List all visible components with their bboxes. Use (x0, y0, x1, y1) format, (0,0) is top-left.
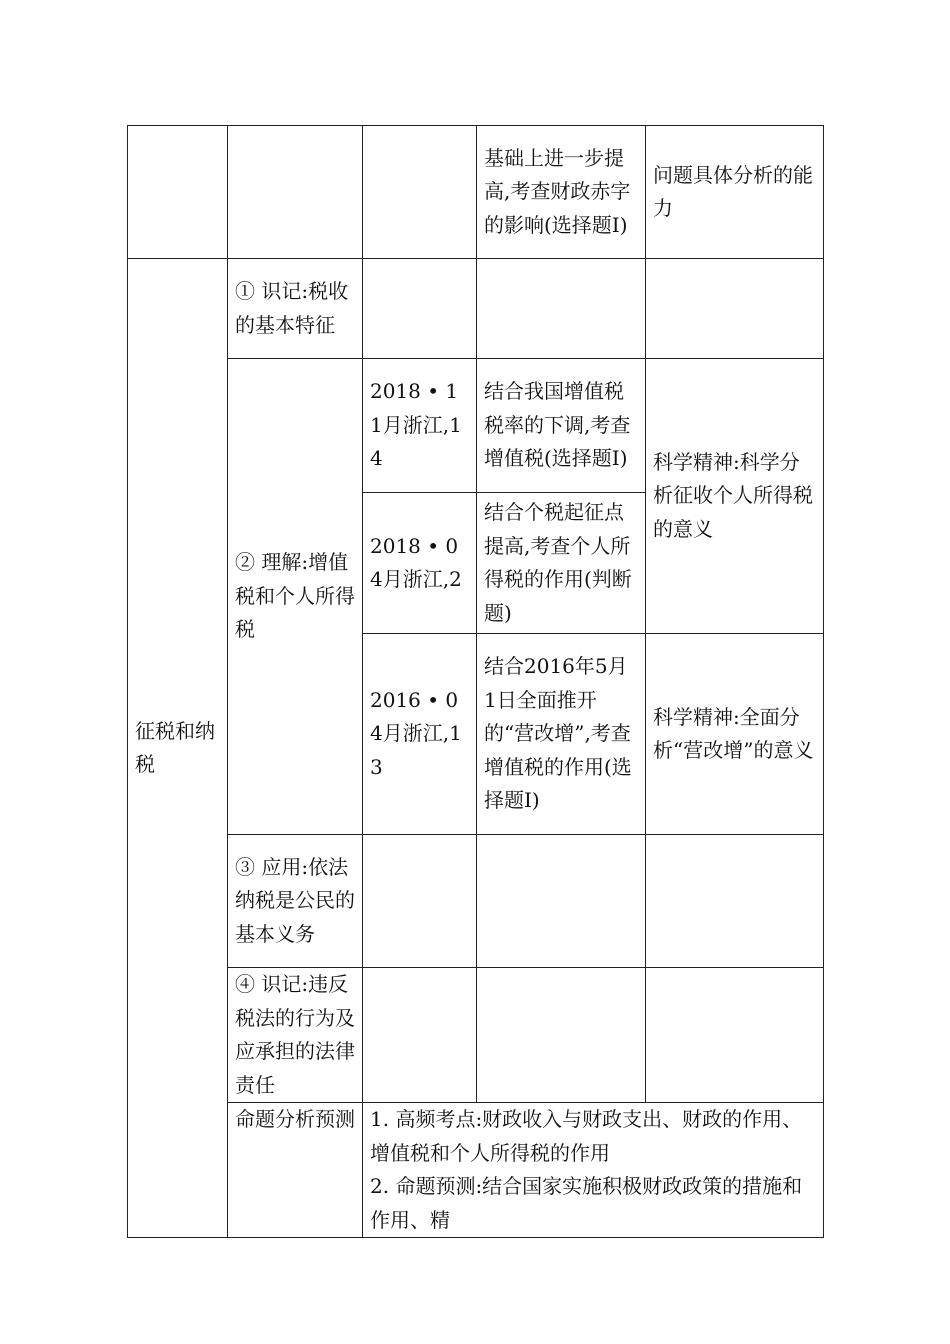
table-row (128, 968, 824, 1103)
table-cell-empty (363, 126, 477, 259)
exam-content-text: 结合个税起征点提高,考查个人所得税的作用(判断题) (484, 500, 632, 625)
table-row (128, 126, 824, 259)
exam-content-text: 结合2016年5月1日全面推开的“营改增”,考查增值税的作用(选择题Ⅰ) (484, 654, 632, 813)
table-row (128, 259, 824, 359)
literacy-cell (646, 126, 824, 259)
exam-time: 2018 • 04月浙江,2 (370, 533, 462, 591)
knowledge-point-cell (228, 359, 363, 835)
exam-content-cell (477, 126, 646, 259)
table-cell-empty (646, 835, 824, 968)
exam-time-cell (363, 634, 477, 835)
analysis-line-1: 1. 高频考点:财政收入与财政支出、财政的作用、增值税和个人所得税的作用 (370, 1107, 803, 1165)
table-cell-empty (363, 835, 477, 968)
table-cell-empty (363, 968, 477, 1103)
table-cell-empty (646, 259, 824, 359)
table-cell-empty (646, 968, 824, 1103)
literacy-text: 科学精神:全面分析“营改增”的意义 (653, 704, 814, 762)
table-cell-empty (477, 835, 646, 968)
table-cell-empty (477, 259, 646, 359)
table-row (128, 359, 824, 493)
exam-time-cell (363, 493, 477, 634)
section-label: 征税和纳税 (135, 718, 215, 776)
exam-analysis-table (127, 125, 824, 1238)
exam-time: 2016 • 04月浙江,13 (370, 687, 462, 779)
analysis-label-cell (228, 1103, 363, 1238)
table-cell-empty (363, 259, 477, 359)
knowledge-point-cell (228, 835, 363, 968)
table-row (128, 1103, 824, 1238)
table-cell-empty (477, 968, 646, 1103)
knowledge-point-cell (228, 968, 363, 1103)
table-row (128, 835, 824, 968)
exam-content-cell (477, 359, 646, 493)
exam-time-cell (363, 359, 477, 493)
exam-content-text: 结合我国增值税税率的下调,考查增值税(选择题Ⅰ) (484, 379, 631, 471)
literacy-text: 科学精神:科学分析征收个人所得税的意义 (653, 449, 813, 541)
literacy-cell (646, 359, 824, 634)
table-cell-empty (228, 126, 363, 259)
analysis-label: 命题分析预测 (235, 1107, 355, 1131)
knowledge-point: ③ 应用:依法纳税是公民的基本义务 (235, 854, 355, 946)
exam-content-text: 基础上进一步提高,考查财政赤字的影响(选择题Ⅰ) (484, 145, 631, 237)
literacy-cell (646, 634, 824, 835)
exam-content-cell (477, 493, 646, 634)
knowledge-point: ① 识记:税收的基本特征 (235, 279, 349, 337)
analysis-line-2: 2. 命题预测:结合国家实施积极财政政策的措施和作用、精 (370, 1174, 803, 1232)
knowledge-point: ② 理解:增值税和个人所得税 (235, 550, 355, 642)
exam-content-cell (477, 634, 646, 835)
analysis-content-cell (363, 1103, 824, 1238)
knowledge-point-cell (228, 259, 363, 359)
exam-time: 2018 • 11月浙江,14 (370, 379, 462, 471)
table-cell-empty (128, 126, 228, 259)
section-label-cell (128, 259, 228, 1238)
literacy-text: 问题具体分析的能力 (653, 162, 813, 220)
knowledge-point: ④ 识记:违反税法的行为及应承担的法律责任 (235, 972, 355, 1097)
